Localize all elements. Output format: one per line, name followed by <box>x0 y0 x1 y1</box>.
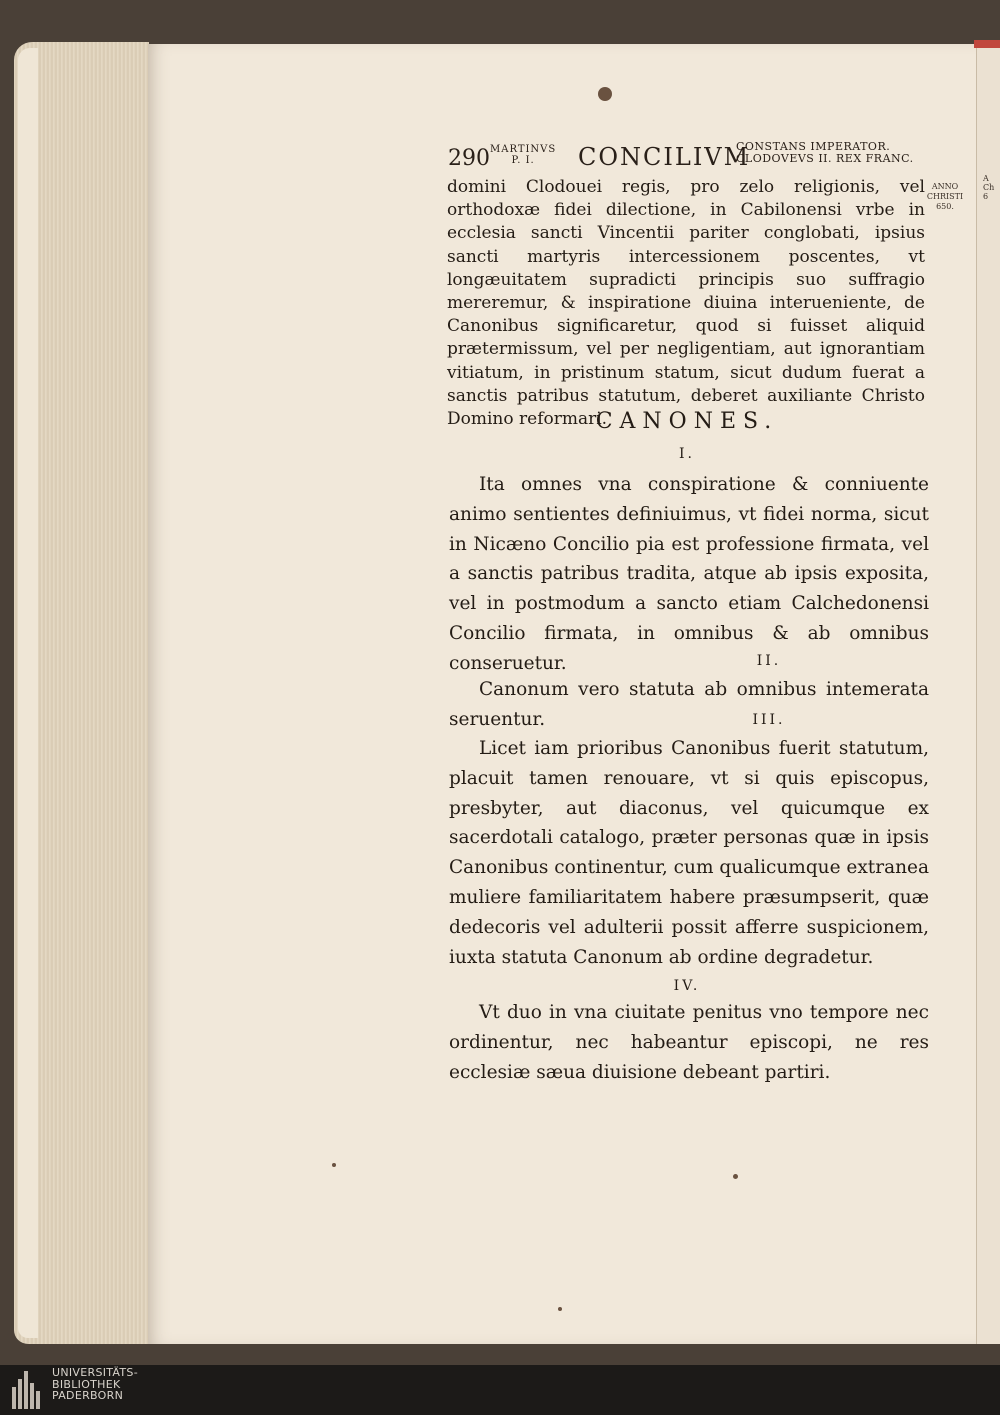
canon-text-1: Ita omnes vna conspiratione & conniuente animo sentientes definiuimus, vt fidei norma, sicut in Nicæno Concilio pia est professione firmata, vel a sanctis patribus tradita, atque ab ipsis exposita, vel in postmodum a sancto etiam Calchedonensi Concilio firmata, in omnibus & ab omnibus conseruetur. <box>449 474 929 674</box>
ink-spot <box>598 87 612 101</box>
running-header <box>448 138 968 178</box>
canon-text-3: Licet iam prioribus Canonibus fuerit statutum, placuit tamen renouare, vt si quis episcopus, presbyter, aut diaconus, vel quicumque ex sacerdotali catalogo, præter personas quæ in ipsis Canonibus continentur, cum qualicumque extranea muliere familiaritatem habere præsumpserit, quæ dedecoris vel adulterii possit afferre suspicionem, iuxta statuta Canonum ab ordine degradetur. <box>449 738 929 968</box>
canon-number-4: IV. <box>673 978 701 994</box>
margin-note-year-value: 650. <box>936 202 954 211</box>
page-clip-marker <box>974 40 1000 48</box>
header-emperor: CONSTANS IMPERATOR. <box>736 140 891 153</box>
header-king: CLODOVEVS II. REX FRANC. <box>736 152 914 165</box>
ink-spot <box>558 1307 562 1311</box>
header-left-block <box>490 144 556 166</box>
logo-line-2: BIBLIOTHEK <box>52 1377 121 1391</box>
library-logo-icon <box>12 1371 42 1409</box>
margin-note-year <box>925 182 965 212</box>
logo-line-3: PADERBORN <box>52 1389 124 1402</box>
facing-page-edge <box>976 44 1000 1344</box>
canon-number-2: II. <box>756 653 782 669</box>
page-block-outer-edge <box>18 48 38 1338</box>
ink-spot <box>332 1163 336 1167</box>
library-logo-text <box>52 1367 138 1402</box>
logo-line-1: UNIVERSITÄTS- <box>52 1366 138 1379</box>
canones-heading: CANONES. <box>595 409 779 434</box>
library-footer <box>0 1365 1000 1415</box>
facing-page-fragment: A Ch 6 <box>983 174 995 201</box>
header-pope-name: MARTINVS <box>490 144 557 155</box>
header-pope-number: P. I. <box>511 155 535 166</box>
ink-spot <box>733 1174 738 1179</box>
header-right-block <box>736 141 914 165</box>
page-number: 290 <box>448 146 490 171</box>
intro-paragraph: domini Clodouei regis, pro zelo religionis, vel orthodoxæ fidei dilectione, in Cabilonensi vrbe in ecclesia sancti Vincentii pariter conglobati, ipsius sancti martyris intercessionem poscentes, vt longæuitatem supradicti principis suo suffragio mereremur, & inspiratione diuina interueniente, de Canonibus significaretur, quod si fuisset aliquid prætermissum, vel per negligentiam, aut ignorantiam vitiatum, in pristinum statum, sicut dudum fuerat a sanctis patribus statutum, deberet auxiliante Christo Domino reformari. <box>447 177 925 430</box>
canon-number-3: III. <box>752 712 786 728</box>
header-title: CONCILIVM <box>578 143 751 171</box>
canon-text-4: Vt duo in vna ciuitate penitus vno tempore nec ordinentur, nec habeantur episcopi, ne res ecclesiæ sæua diuisione debeant partiri. <box>449 1002 929 1083</box>
canon-number-1: I. <box>679 446 695 462</box>
canon-text-2: Canonum vero statuta ab omnibus intemerata seruentur. <box>449 679 929 730</box>
margin-note-christi: CHRISTI <box>926 192 964 201</box>
margin-note-anno: ANNO <box>931 182 959 191</box>
